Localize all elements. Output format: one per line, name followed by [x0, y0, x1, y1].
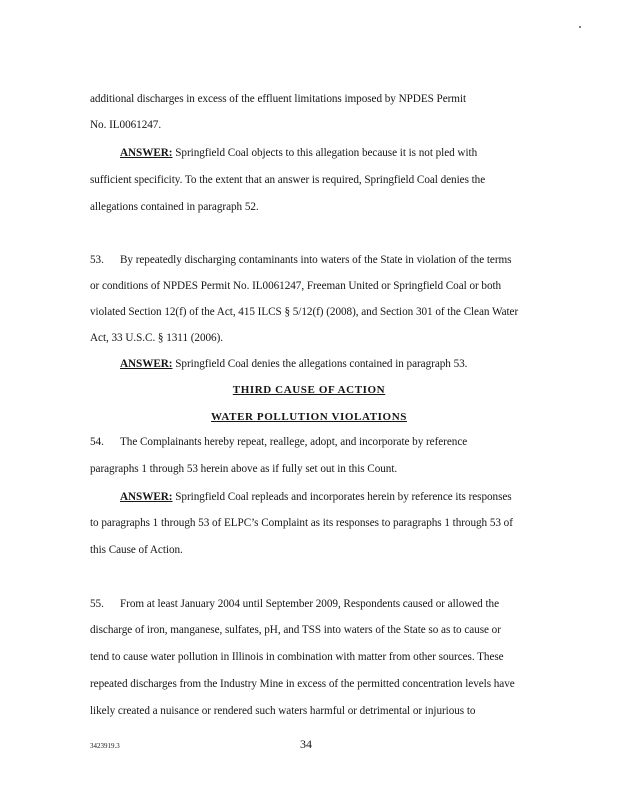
p54-line2: paragraphs 1 through 53 herein above as if fully set out in this Count.: [90, 463, 398, 475]
p54-number: 54.: [90, 436, 104, 448]
p52-answer-line3: allegations contained in paragraph 52.: [90, 201, 259, 213]
p52-answer-line1: [120, 146, 477, 160]
p52-line1: additional discharges in excess of the effluent limitations imposed by NPDES Permit: [90, 93, 467, 105]
p52-answer-text: Springfield Coal objects to this allegation because it is not pled with: [172, 147, 478, 159]
p53-number: 53.: [90, 254, 104, 266]
p52-line2: No. IL0061247.: [90, 119, 162, 131]
p53-line3: violated Section 12(f) of the Act, 415 ILCS § 5/12(f) (2008), and Section 301 of the Clean Water: [90, 306, 519, 318]
p53-line2: or conditions of NPDES Permit No. IL0061247, Freeman United or Springfield Coal or both: [90, 280, 502, 292]
p55-line2: discharge of iron, manganese, sulfates, pH, and TSS into waters of the State so as to cause or: [90, 624, 501, 636]
p55-line5: likely created a nuisance or rendered such waters harmful or detrimental or injurious to: [90, 705, 476, 717]
p53-answer-text: Springfield Coal denies the allegations contained in paragraph 53.: [172, 358, 468, 370]
page-number: 34: [300, 737, 312, 751]
cause-of-action-heading: THIRD CAUSE OF ACTION: [232, 384, 386, 396]
p53-line1: By repeatedly discharging contaminants into waters of the State in violation of the terms: [120, 254, 512, 266]
p54-answer-line2: to paragraphs 1 through 53 of ELPC’s Complaint as its responses to paragraphs 1 through 53 of: [90, 517, 513, 529]
p53-line4: Act, 33 U.S.C. § 1311 (2006).: [90, 332, 224, 344]
p54-answer-line3: this Cause of Action.: [90, 544, 183, 556]
document-code: 3423919.3: [90, 742, 120, 750]
p54-answer-text: Springfield Coal repleads and incorporates herein by reference its responses: [172, 491, 512, 503]
p55-line3: tend to cause water pollution in Illinois in combination with matter from other sources. These: [90, 651, 504, 663]
p55-line1: From at least January 2004 until September 2009, Respondents caused or allowed the: [120, 598, 499, 610]
answer-label: ANSWER:: [120, 491, 173, 503]
scan-speck: [579, 26, 581, 28]
p55-number: 55.: [90, 598, 104, 610]
p53-answer: [120, 357, 467, 371]
answer-label: ANSWER:: [120, 358, 173, 370]
p54-answer-line1: [120, 490, 512, 504]
cause-of-action-title: WATER POLLUTION VIOLATIONS: [211, 411, 407, 423]
p55-line4: repeated discharges from the Industry Mine in excess of the permitted concentration levels have: [90, 678, 515, 690]
answer-label: ANSWER:: [120, 147, 173, 159]
p52-answer-line2: sufficient specificity. To the extent that an answer is required, Springfield Coal denies the: [90, 174, 486, 186]
p54-line1: The Complainants hereby repeat, reallege, adopt, and incorporate by reference: [120, 436, 468, 448]
